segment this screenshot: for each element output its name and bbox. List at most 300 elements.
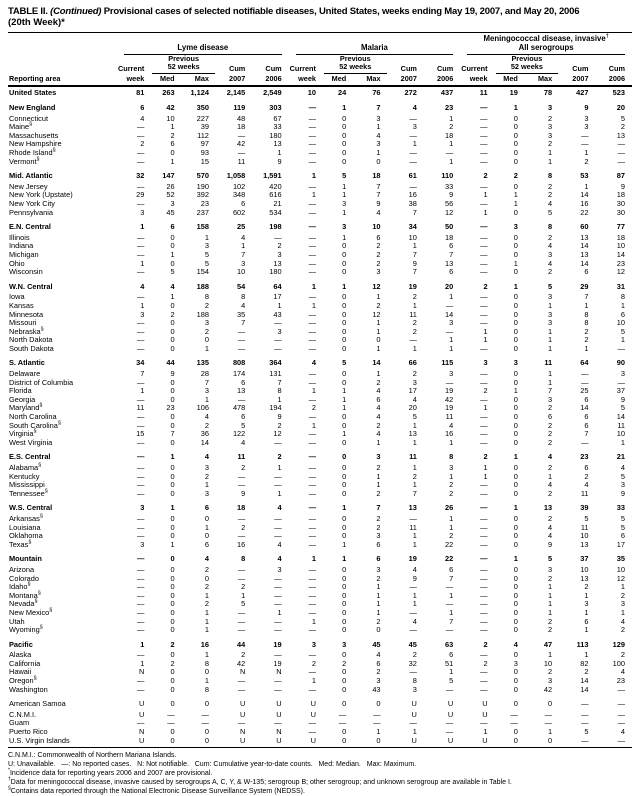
value-cell: 3 [412,377,417,387]
value-cell: 33 [616,503,625,513]
value-cell: — [480,292,488,302]
reporting-area-label: North Carolina [9,412,57,422]
value-cell: 1 [342,207,347,217]
value-cell: 6 [376,554,381,564]
value-cell: — [480,103,488,113]
table-row [8,668,632,677]
value-cell: 0 [342,676,347,686]
reporting-area-label: Rhode Island§ [9,147,56,157]
value-cell: 9 [170,369,175,379]
value-cell: 39 [580,503,589,513]
value-cell: — [373,718,381,728]
bottom-rule [8,747,632,748]
value-cell: 2 [376,573,381,583]
col-2007: 2007 [388,74,424,87]
value-cell: 1 [376,326,381,336]
value-cell: 8 [204,658,209,668]
value-cell: — [136,156,145,166]
value-cell: 2 [483,452,488,462]
value-cell: 420 [269,181,282,191]
value-cell: 3 [548,103,553,113]
value-cell: — [274,471,282,481]
value-cell: 3 [412,684,417,694]
value-cell: — [308,531,316,541]
value-cell: 2 [548,616,553,626]
value-cell: — [237,531,246,541]
value-cell: 0 [342,599,347,609]
col-week: week [289,74,323,87]
value-cell: — [274,599,282,609]
reporting-area-label: W.N. Central [9,281,53,291]
value-cell: — [445,718,454,728]
value-cell: 0 [513,699,518,709]
value-cell: 1 [277,488,282,498]
value-cell: 37 [580,554,589,564]
value-cell: 1 [483,727,488,737]
value-cell: 0 [513,539,518,549]
value-cell: 1 [412,241,417,251]
value-cell: 180 [269,267,282,277]
value-cell: 56 [445,198,454,208]
value-cell: — [480,522,488,532]
group-label: Lyme disease [177,42,229,52]
value-cell: 0 [513,412,518,422]
value-cell: 1 [311,190,316,200]
value-cell: — [308,564,316,574]
value-cell: 30 [616,198,625,208]
value-cell: 1 [548,343,553,353]
value-cell: 0 [170,676,175,686]
value-cell: — [308,267,316,277]
footnote-marker: § [49,607,53,614]
value-cell: — [480,590,488,600]
value-cell: 0 [204,335,209,345]
value-cell: 263 [162,88,175,98]
value-cell: 0 [170,258,175,268]
value-cell: 23 [166,403,175,413]
value-cell: 3 [513,358,518,368]
value-cell: 0 [170,699,175,709]
value-cell: — [167,709,175,719]
value-cell: 2 [376,463,381,472]
value-cell: U [310,699,316,709]
value-cell: — [274,582,282,592]
value-cell: 13 [580,573,589,583]
value-cell: — [480,582,488,592]
value-cell: 7 [140,369,145,379]
table-row [8,132,632,141]
value-cell: 1 [548,599,553,609]
value-cell: 1 [170,539,175,549]
reporting-area-label: Michigan [9,249,39,259]
value-cell: 5 [342,358,347,368]
value-cell: 1 [170,249,175,259]
value-cell: 9 [620,488,625,498]
value-cell: — [480,420,488,430]
value-cell: 11 [479,88,488,98]
value-cell: 0 [342,480,347,490]
value-cell: 5 [170,267,175,277]
value-cell: — [581,377,589,387]
value-cell: 4 [548,452,553,462]
value-cell: N [276,727,282,737]
value-cell: 0 [170,377,175,387]
reporting-area-label: C.N.M.I. [9,709,37,719]
value-cell: — [480,130,488,140]
value-cell: — [581,709,589,719]
table-row [8,447,632,464]
value-cell: 19 [509,88,518,98]
value-cell: 4 [241,300,246,310]
value-cell: 17 [616,539,625,549]
col-cum: Cum [437,63,454,73]
value-cell: U [139,709,145,719]
value-cell: 1 [449,590,454,600]
value-cell: 2 [548,437,553,447]
value-cell: 1 [449,437,454,447]
value-cell: 1 [449,343,454,353]
value-cell: 2 [548,113,553,123]
value-cell: 3 [584,122,589,132]
col-cum: Cum [400,63,417,73]
value-cell: 19 [273,658,282,668]
value-cell: 5 [342,171,347,181]
value-cell: 1 [311,386,316,396]
value-cell: — [274,522,282,532]
value-cell: 147 [162,171,175,181]
table-row [8,473,632,482]
reporting-area-label: Mississippi [9,480,45,490]
value-cell: 0 [513,232,518,242]
value-cell: — [136,267,145,277]
value-cell: 1 [449,607,454,617]
value-cell: — [480,684,488,694]
value-cell: 13 [273,258,282,268]
value-cell: 0 [513,326,518,336]
value-cell: 2 [548,403,553,413]
value-cell: 3 [277,564,282,574]
value-cell: 6 [449,267,454,277]
value-cell: 3 [277,249,282,259]
value-cell: — [274,437,282,447]
value-cell: — [308,181,316,191]
value-cell: 0 [342,412,347,422]
reporting-area-label: New Hampshire [9,139,62,149]
value-cell: 0 [513,267,518,277]
value-cell: 0 [513,727,518,737]
value-cell: 0 [513,650,518,660]
value-cell: 4 [376,130,381,140]
footnote-marker: § [57,420,61,427]
value-cell: 82 [580,658,589,668]
value-cell: 63 [445,639,454,649]
value-cell: 1 [204,650,209,660]
value-cell: — [308,222,316,232]
value-cell: 1 [342,281,347,291]
value-cell: 3 [548,676,553,686]
value-cell: — [308,292,316,302]
value-cell: — [480,513,488,523]
value-cell: — [136,573,145,583]
value-cell: 0 [170,554,175,564]
value-cell: 0 [170,616,175,626]
value-cell: 350 [196,103,209,113]
table-body [8,86,632,745]
value-cell: — [480,480,488,490]
value-cell: 1 [412,590,417,600]
value-cell: 2 [548,429,553,439]
value-cell: 131 [269,369,282,379]
value-cell: 1 [449,335,454,345]
value-cell: 42 [445,394,454,404]
value-cell: 0 [170,386,175,396]
table-row [8,345,632,354]
value-cell: 42 [237,658,246,668]
value-cell: 18 [445,232,454,242]
value-cell: — [409,667,417,677]
value-cell: 48 [237,113,246,123]
value-cell: 7 [412,249,417,259]
value-cell: 2 [140,139,145,149]
value-cell: — [308,156,316,166]
col-2006: 2006 [252,74,288,87]
value-cell: — [308,471,316,481]
reporting-area-label: Mountain [9,554,42,564]
value-cell: 1 [449,522,454,532]
value-cell: — [409,582,417,592]
value-cell: 21 [273,198,282,208]
value-cell: 24 [338,88,347,98]
value-cell: 2 [241,463,246,472]
value-cell: 6 [548,412,553,422]
value-cell: 122 [232,429,246,439]
value-cell: 2 [241,522,246,532]
value-cell: 4 [548,241,553,251]
col-max: Max [525,74,559,87]
footnote: *Incidence data for reporting years 2006 and 2007 are provisional. [8,767,213,777]
value-cell: U [239,709,246,719]
value-cell: 1 [170,503,175,513]
table-row [8,86,632,98]
value-cell: 93 [200,148,209,157]
value-cell: 7 [241,249,246,259]
table-row [8,242,632,251]
value-cell: 158 [196,222,209,232]
col-cum: Cum [608,63,625,73]
value-cell: 106 [196,403,209,413]
value-cell: 1 [548,335,553,345]
value-cell: 0 [376,335,381,345]
value-cell: U [239,699,246,709]
value-cell: 1 [449,139,454,149]
value-cell: 87 [616,171,625,181]
value-cell: 17 [273,292,282,302]
value-cell: 34 [136,358,145,368]
reporting-area-label: W.S. Central [9,503,53,513]
value-cell: 1 [412,539,417,549]
value-cell: 6 [204,503,209,513]
value-cell: 13 [408,429,417,439]
value-cell: 2 [548,232,553,242]
value-cell: 1 [140,658,145,668]
value-cell: U [447,735,454,745]
value-cell: 11 [580,488,589,498]
value-cell: 3 [277,326,282,336]
value-cell: 1 [449,513,454,523]
table-header [8,33,632,87]
value-cell: 2 [170,130,175,140]
value-cell: 0 [342,113,347,123]
reporting-area-label: Kansas [9,300,34,310]
value-cell: — [308,318,316,328]
footnote-marker: § [29,121,33,128]
reporting-area-label: California [9,658,41,668]
value-cell: 1 [170,452,175,462]
value-cell: 2 [376,377,381,387]
value-cell: 2 [548,463,553,472]
value-cell: 2 [548,181,553,191]
value-cell: 3 [548,292,553,302]
value-cell: — [581,139,589,149]
value-cell: — [581,130,589,140]
value-cell: 174 [232,369,246,379]
value-cell: 14 [580,258,589,268]
value-cell: — [480,309,488,319]
value-cell: 570 [196,171,209,181]
value-cell: 2 [620,590,625,600]
table-row [8,370,632,379]
value-cell: 2 [311,403,316,413]
value-cell: — [308,429,316,439]
value-cell: 4 [548,531,553,541]
value-cell: 35 [237,309,246,319]
value-cell: 2 [204,471,209,481]
value-cell: 14 [580,190,589,200]
value-cell: — [409,335,417,345]
reporting-area-label: Indiana [9,241,34,251]
value-cell: — [237,471,246,481]
reporting-area-label: Guam [9,718,30,728]
value-cell: 3 [620,599,625,609]
value-cell: 0 [513,335,518,345]
value-cell: 4 [620,727,625,737]
value-cell: — [445,300,454,310]
value-cell: 3 [342,639,347,649]
value-cell: 14 [616,412,625,422]
value-cell: 13 [445,258,454,268]
header-spacer [8,33,117,55]
value-cell: — [480,616,488,626]
value-cell: U [239,735,246,745]
value-cell: — [136,564,145,574]
col-current: Current [117,63,145,73]
value-cell: 1 [412,727,417,737]
value-cell: 23 [580,452,589,462]
value-cell: — [136,522,145,532]
value-cell: 1 [140,258,145,268]
value-cell: 7 [449,249,454,259]
value-cell: 4 [412,616,417,626]
value-cell: — [480,394,488,404]
table-row [8,566,632,575]
table-row [8,490,632,499]
table-row [8,609,632,618]
value-cell: 5 [548,281,553,291]
value-cell: 154 [196,267,209,277]
value-cell: 2 [483,281,488,291]
value-cell: 5 [620,113,625,123]
table-row [8,319,632,328]
col-week: week [117,74,151,87]
value-cell: 54 [237,281,246,291]
value-cell: 4 [140,281,145,291]
value-cell: 11 [445,412,454,422]
value-cell: 16 [237,539,246,549]
value-cell: — [617,718,625,728]
table-title [8,6,632,17]
value-cell: 1 [513,386,518,396]
value-cell: — [136,130,145,140]
value-cell: 616 [269,190,282,200]
table-row [8,686,632,695]
value-cell: 1 [277,148,282,157]
value-cell: 2 [584,471,589,481]
value-cell: 2 [548,190,553,200]
value-cell: 3 [449,369,454,379]
value-cell: 0 [342,463,347,472]
footnote-marker: § [33,428,37,435]
value-cell: — [480,232,488,242]
value-cell: 1 [342,386,347,396]
value-cell: 0 [342,667,347,677]
value-cell: 44 [237,639,246,649]
col-cum: Cum [265,63,282,73]
value-cell: 4 [241,232,246,242]
value-cell: 2 [584,667,589,677]
value-cell: 9 [449,190,454,200]
value-cell: 0 [513,181,518,191]
value-cell: 0 [204,667,209,677]
table-row [8,422,632,431]
value-cell: 3 [584,599,589,609]
value-cell: 10 [616,241,625,251]
value-cell: 3 [342,198,347,208]
column-group-malaria [289,33,461,55]
value-cell: 16 [445,429,454,439]
value-cell: 6 [584,420,589,430]
value-cell: 0 [513,531,518,541]
reporting-area-label: Georgia [9,394,36,404]
value-cell: 0 [170,735,175,745]
value-cell: 67 [273,113,282,123]
value-cell: 1 [584,590,589,600]
col-max: Max [182,74,216,87]
value-cell: 0 [513,522,518,532]
value-cell: 1 [548,471,553,481]
footnote-marker: § [28,539,32,546]
value-cell: 1 [376,727,381,737]
value-cell: 119 [233,103,246,113]
footnote-marker: § [39,402,43,409]
reporting-area-label: Idaho§ [9,581,31,592]
value-cell: 13 [543,503,553,513]
value-cell: 194 [269,403,282,413]
value-cell: 3 [140,503,145,513]
value-cell: 4 [140,113,145,123]
value-cell: 102 [232,181,246,191]
value-cell: 0 [376,735,381,745]
value-cell: 303 [269,103,282,113]
